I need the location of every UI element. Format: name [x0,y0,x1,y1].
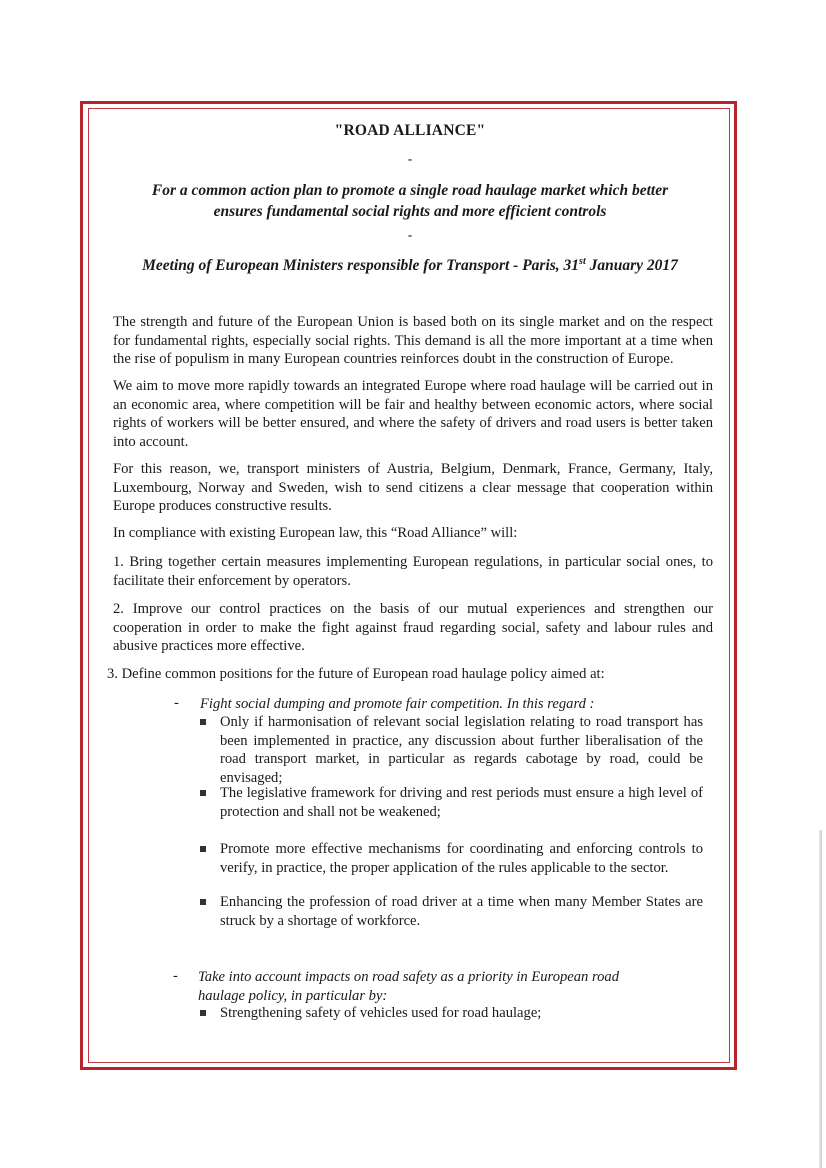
paragraph-aim: We aim to move more rapidly towards an integrated Europe where road haulage will be carried out in an economic area, where competition will be fair and healthy between economic actors, where social rights of workers will be better ensured, and where the safety of drivers and road users is better taken into account. [113,378,713,450]
paragraph-point-3: 3. Define common positions for the future of European road haulage policy aimed at: [107,666,605,682]
meeting-line [107,256,713,275]
scan-edge-shadow [819,830,822,1168]
paragraph-point-1: 1. Bring together certain measures implementing European regulations, in particular social ones, to facilitate their enforcement by operators. [113,554,713,589]
bullet-icon [200,899,206,905]
dash-marker-a: - [174,695,179,711]
bullet-icon [200,846,206,852]
section-a-heading: Fight social dumping and promote fair competition. In this regard : [200,696,595,712]
meeting-date-superscript: st [579,256,586,267]
dash-marker-b: - [173,968,178,984]
bullet-icon [200,719,206,725]
title-separator: - [407,151,413,166]
paragraph-compliance: In compliance with existing European law, this “Road Alliance” will: [113,525,518,541]
section-b-bullet-1: Strengthening safety of vehicles used for road haulage; [220,1005,542,1021]
section-a-bullet-4: Enhancing the profession of road driver at a time when many Member States are struck by a shortage of workforce. [220,894,703,929]
section-a-bullet-3: Promote more effective mechanisms for coordinating and enforcing controls to verify, in practice, the proper application of the rules applicable to the sector. [220,841,703,876]
paragraph-intro: The strength and future of the European Union is based both on its single market and on the respect for fundamental rights, especially social rights. This demand is all the more important at a time when the rise of populism in many European countries reinforces doubt in the construction of Europe. [113,314,713,367]
subtitle-separator: - [407,227,413,242]
paragraph-ministers: For this reason, we, transport ministers of Austria, Belgium, Denmark, France, Germany, Italy, Luxembourg, Norway and Sweden, wish to send citizens a clear message that cooperation within Europe produces constructive results. [113,461,713,514]
document-title: "ROAD ALLIANCE" [334,122,486,139]
bullet-icon [200,1010,206,1016]
paragraph-point-2: 2. Improve our control practices on the basis of our mutual experiences and strengthen our cooperation in order to make the fight against fraud regarding social, safety and labour rules and abusive practices more effective. [113,601,713,654]
section-a-bullet-1: Only if harmonisation of relevant social legislation relating to road transport has been implemented in practice, any discussion about further liberalisation of the road transport market, in particular as regards cabotage by road, could be envisaged; [220,714,703,786]
meeting-text: Meeting of European Ministers responsible for Transport - Paris, 31 [142,257,580,275]
document-subtitle: For a common action plan to promote a single road haulage market which better ensures fundamental social rights and more efficient controls [151,182,669,220]
bullet-icon [200,790,206,796]
meeting-date-rest: January 2017 [585,257,678,275]
section-a-bullet-2: The legislative framework for driving and rest periods must ensure a high level of protection and shall not be weakened; [220,785,703,820]
section-b-heading: Take into account impacts on road safety as a priority in European road haulage policy, in particular by: [198,969,620,1004]
